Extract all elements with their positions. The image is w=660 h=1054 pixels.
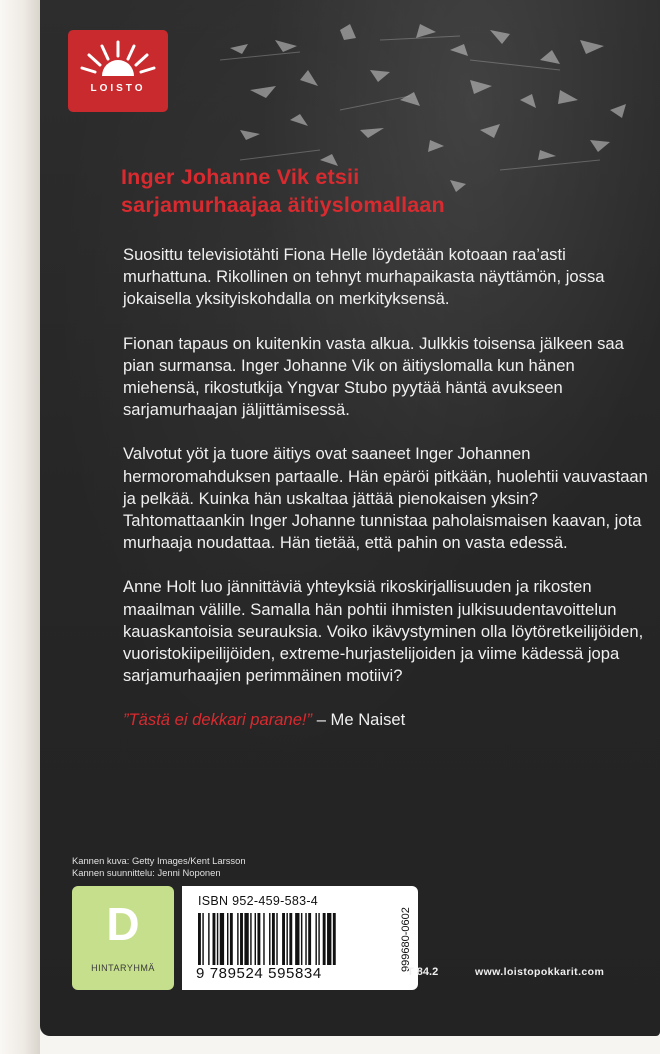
cover-image-credit: Kannen kuva: Getty Images/Kent Larsson [72,855,246,866]
blurb [123,244,653,754]
sunrise-icon [68,30,168,82]
review-quote [123,709,653,731]
price-code: T 84.2 [407,966,439,978]
cover-design-credit: Kannen suunnittelu: Jenni Noponen [72,866,221,878]
back-cover [40,0,660,1036]
blurb-paragraph-2: Fionan tapaus on kuitenkin vasta alkua. Julkkis toisensa jälkeen saa pian surmansa. Inger Johanne Vik on äitiyslomalla kun hänen miehensä, rikostutkija Yngvar Stubo pyytää häntä avukseen sarjamurhaajan jäljittämisessä. [123,333,624,420]
ean-digits: 9 789524 595834 [196,965,322,982]
price-group-label: HINTARYHMÄ [91,963,155,973]
loisto-logo [68,30,168,112]
headline-line-1: Inger Johanne Vik etsii [121,165,360,189]
logo-text: LOISTO [90,83,146,94]
price-group-badge [72,886,174,990]
quote-source: – Me Naiset [312,710,406,730]
isbn-number: ISBN 952-459-583-4 [198,894,319,908]
side-code: 999680-0602 [400,907,412,973]
blurb-paragraph-1: Suosittu televisiotähti Fiona Helle löydetään kotoaan raa’asti murhattuna. Rikollinen on tehnyt murhapaikasta näyttämön, jossa jokaisella yksityiskohdalla on merkityksensä. [123,245,605,309]
credits [72,855,372,878]
blurb-paragraph-4: Anne Holt luo jännittäviä yhteyksiä rikoskirjallisuuden ja rikosten maailman välille. Samalla hän pohtii ihmisten julkisuudentavoittelun kauaskantoisia seurauksia. Voiko ikävystyminen olla löytöretkeilijöiden, vuoristokiipeilijöiden, extreme-hurjastelijoiden ja viime kädessä jopa sarjamurhaajien perimmäinen motiivi? [123,577,644,686]
quote-text: ”Tästä ei dekkari parane!” [123,710,313,730]
barcode-icon [196,913,392,965]
price-group-letter: D [106,898,140,950]
barcode-panel [182,886,418,990]
headline-line-2: sarjamurhaajaa äitiyslomallaan [121,193,445,217]
page-edge [0,0,40,1054]
blurb-paragraph-3: Valvotut yöt ja tuore äitiys ovat saaneet Inger Johannen hermoromahduksen partaalle. Hän epäröi pitkään, huolehtii vauvastaan ja pelkää. Kuinka hän uskaltaa jättää pienokaisen yksin? Tahtomattaankin Inger Johanne tunnistaa paholaismaisen kaavan, jota murhaaja noudattaa. Hän tietää, että pahin on vasta edessä. [123,444,648,553]
headline [121,163,641,219]
website-link[interactable]: www.loistopokkarit.com [475,966,605,978]
